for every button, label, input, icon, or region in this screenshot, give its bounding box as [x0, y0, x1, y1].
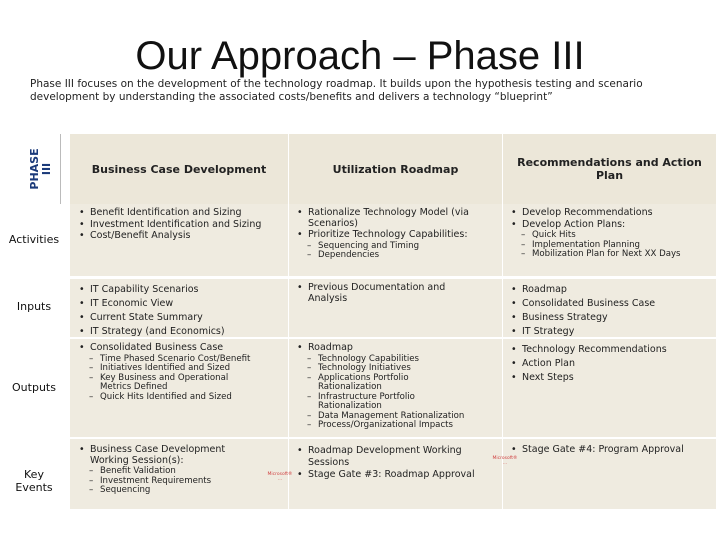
- sub-list-item: – Time Phased Scenario Cost/Benefit: [78, 355, 278, 365]
- list-item: • Benefit Identification and Sizing: [78, 208, 278, 219]
- list-item: • Investment Identification and Sizing: [78, 220, 278, 231]
- sub-list-item: – Mobilization Plan for Next XX Days: [510, 250, 714, 260]
- list-item: • Technology Recommendations: [510, 343, 714, 356]
- list-item: • Prioritize Technology Capabilities:: [296, 230, 496, 241]
- phase-label: [29, 148, 53, 189]
- column-header-utilization-roadmap: Utilization Roadmap: [332, 162, 459, 176]
- sub-list-item: – Implementation Planning: [510, 241, 714, 251]
- list-item: • Stage Gate #3: Roadmap Approval: [296, 469, 492, 481]
- decorative-sticker: Microsoft® ...: [492, 456, 518, 466]
- sub-list-item: – Sequencing: [78, 486, 238, 496]
- list-item: • Consolidated Business Case: [510, 297, 714, 310]
- sub-list-item: – Technology Capabilities: [296, 355, 496, 365]
- row-label-key-events: [0, 468, 68, 494]
- list-item: • Roadmap: [510, 283, 714, 296]
- sub-list-item: – Initiatives Identified and Sized: [78, 364, 278, 374]
- sub-list-item: – Data Management Rationalization: [296, 412, 496, 422]
- column-header-recommendations: Recommendations and Action Plan: [517, 156, 702, 182]
- sub-list-item: – Process/Organizational Impacts: [296, 421, 496, 431]
- decorative-sticker: Microsoft® ...: [267, 472, 293, 482]
- sub-list-item: – Infrastructure Portfolio Rationalization: [296, 393, 496, 412]
- list-item: • Develop Action Plans:: [510, 220, 714, 231]
- phase-label-line2: III: [40, 162, 53, 176]
- page-title: Our Approach – Phase III: [135, 34, 585, 78]
- events-roadmap: [296, 445, 492, 482]
- outputs-recommendations: [510, 343, 714, 385]
- list-item: • Develop Recommendations: [510, 208, 714, 219]
- column-header-business-case: Business Case Development: [91, 162, 267, 176]
- list-item: • Consolidated Business Case: [78, 343, 278, 354]
- phase-tab: [22, 134, 61, 204]
- inputs-recommendations: [510, 283, 714, 339]
- page-subtitle: Phase III focuses on the development of the technology roadmap. It builds upon the hypothesis testing and scenario development by understanding the associated costs/benefits and delivers a technology “blueprint”: [30, 78, 643, 103]
- sub-list-item: – Quick Hits Identified and Sized: [78, 393, 278, 403]
- phase-label-line1: PHASE: [28, 148, 41, 190]
- sub-list-item: – Key Business and Operational Metrics Defined: [78, 374, 278, 393]
- sub-list-item: – Benefit Validation: [78, 467, 238, 477]
- activities-roadmap: [296, 208, 496, 261]
- row-label-outputs: Outputs: [12, 381, 56, 394]
- outputs-roadmap: [296, 343, 496, 431]
- row-label-activities: Activities: [8, 233, 60, 246]
- sub-list-item: – Dependencies: [296, 251, 496, 261]
- row-label-inputs: Inputs: [16, 300, 52, 313]
- outputs-business-case: [78, 343, 278, 402]
- list-item: • IT Economic View: [78, 297, 278, 310]
- sub-list-item: – Technology Initiatives: [296, 364, 496, 374]
- sub-list-item: – Applications Portfolio Rationalization: [296, 374, 496, 393]
- events-business-case: [78, 445, 238, 496]
- list-item: • Stage Gate #4: Program Approval: [510, 445, 714, 456]
- row-label-events-line1: Key: [24, 468, 44, 481]
- list-item: • Roadmap Development Working Sessions: [296, 445, 492, 468]
- inputs-business-case: [78, 283, 278, 339]
- activities-business-case: [78, 208, 278, 243]
- list-item: • Current State Summary: [78, 311, 278, 324]
- sub-list-item: – Sequencing and Timing: [296, 242, 496, 252]
- list-item: • IT Strategy (and Economics): [78, 325, 278, 338]
- activities-recommendations: [510, 208, 714, 260]
- list-item: • Business Case Development Working Session(s):: [78, 445, 238, 466]
- events-recommendations: [510, 445, 714, 457]
- row-label-events-line2: Events: [15, 481, 53, 494]
- list-item: • Action Plan: [510, 357, 714, 370]
- list-item: • Cost/Benefit Analysis: [78, 231, 278, 242]
- sub-list-item: – Investment Requirements: [78, 477, 238, 487]
- list-item: • Rationalize Technology Model (via Scenarios): [296, 208, 496, 229]
- list-item: • Next Steps: [510, 371, 714, 384]
- sub-list-item: – Quick Hits: [510, 231, 714, 241]
- list-item: • Roadmap: [296, 343, 496, 354]
- inputs-roadmap: [296, 283, 476, 305]
- list-item: • IT Strategy: [510, 325, 714, 338]
- list-item: • Business Strategy: [510, 311, 714, 324]
- list-item: • Previous Documentation and Analysis: [296, 283, 476, 304]
- list-item: • IT Capability Scenarios: [78, 283, 278, 296]
